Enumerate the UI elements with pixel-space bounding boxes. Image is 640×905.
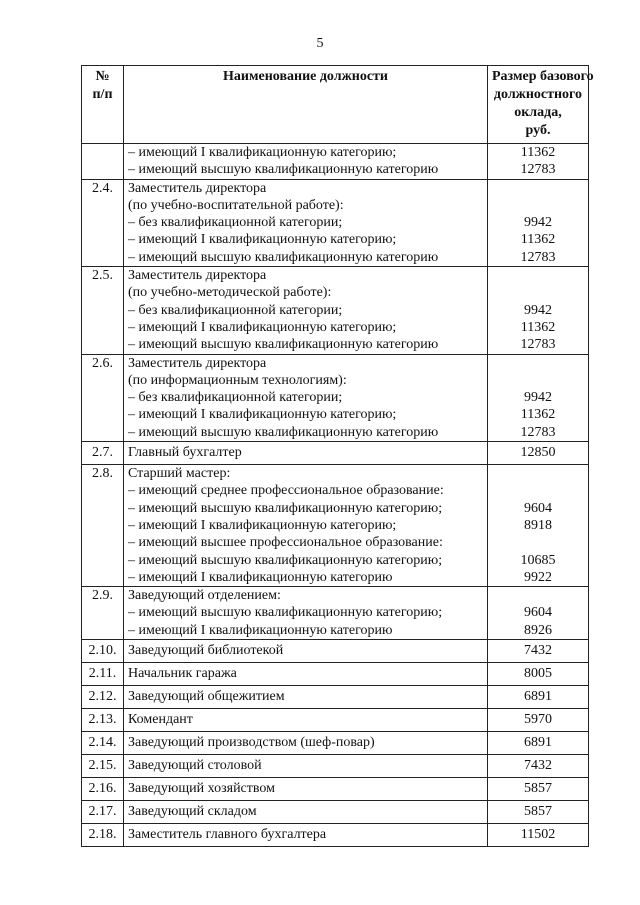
- salary-value: 9604: [524, 605, 552, 621]
- position-line: – без квалификационной категории;: [128, 302, 343, 318]
- row-number: 2.10.: [82, 640, 124, 663]
- salary-cell: [488, 442, 589, 465]
- position-name-cell: [124, 801, 488, 824]
- salary-value: [492, 372, 584, 389]
- salary-value: 11362: [520, 145, 556, 160]
- position-name-cell: [124, 824, 488, 847]
- table-row: [82, 465, 589, 587]
- salary-value: 5857: [524, 781, 552, 797]
- salary-cell: [488, 755, 589, 778]
- position-name-cell: [124, 179, 488, 266]
- position-line: Старший мастер:: [128, 466, 231, 482]
- table-row: [82, 778, 589, 801]
- position-line: (по учебно-воспитательной работе):: [128, 197, 344, 213]
- salary-value: 8918: [524, 517, 552, 533]
- salary-cell: [488, 640, 589, 663]
- salary-cell: [488, 801, 589, 824]
- salary-cell: [488, 465, 589, 587]
- position-line: Заместитель директора: [128, 180, 267, 196]
- salary-value: 9604: [524, 500, 552, 516]
- position-line: – имеющий I квалификационную категорию: [128, 622, 393, 638]
- salary-cell: [488, 709, 589, 732]
- salary-cell: [488, 587, 589, 640]
- salary-value: 5970: [524, 712, 552, 728]
- row-number: 2.9.: [82, 587, 124, 640]
- row-number: 2.13.: [82, 709, 124, 732]
- table-row: [82, 755, 589, 778]
- position-line: Начальник гаража: [128, 666, 237, 682]
- position-line: – имеющий высшую квалификационную категорию;: [128, 500, 443, 516]
- salary-cell: [488, 732, 589, 755]
- position-line: – имеющий высшую квалификационную категорию;: [128, 552, 443, 568]
- table-body: [82, 144, 589, 847]
- salary-cell: [488, 179, 589, 266]
- position-name-cell: [124, 709, 488, 732]
- position-line: Заведующий отделением:: [128, 588, 281, 604]
- table-row: [82, 709, 589, 732]
- table-row: [82, 686, 589, 709]
- position-line: – имеющий высшую квалификационную категорию: [128, 424, 439, 440]
- position-line: Заместитель директора: [128, 268, 267, 284]
- salary-value: [492, 284, 584, 301]
- row-number: 2.17.: [82, 801, 124, 824]
- salary-cell: [488, 144, 589, 180]
- salary-value: 11362: [520, 232, 556, 248]
- salary-cell: [488, 778, 589, 801]
- table-row: [82, 442, 589, 465]
- salary-value: 12783: [520, 162, 556, 178]
- position-line: Комендант: [128, 712, 193, 728]
- salary-value: [492, 355, 584, 372]
- position-line: – имеющий среднее профессиональное образование:: [128, 483, 444, 499]
- position-line: (по учебно-методической работе):: [128, 285, 332, 301]
- salary-value: 11362: [520, 319, 556, 335]
- table-row: [82, 732, 589, 755]
- row-number: 2.8.: [82, 465, 124, 587]
- salary-value: 9922: [524, 569, 552, 585]
- salary-value: 6891: [524, 735, 552, 751]
- salary-value: 12783: [520, 249, 556, 265]
- salary-value: 7432: [524, 643, 552, 659]
- salary-value: [492, 267, 584, 284]
- position-name-cell: [124, 442, 488, 465]
- position-line: Главный бухгалтер: [128, 445, 242, 461]
- position-line: Заведующий библиотекой: [128, 643, 284, 659]
- salary-value: [492, 534, 584, 551]
- position-line: – имеющий высшее профессиональное образование:: [128, 535, 443, 551]
- row-number: 2.7.: [82, 442, 124, 465]
- salary-value: 10685: [520, 552, 556, 568]
- row-number: 2.18.: [82, 824, 124, 847]
- row-number: 2.6.: [82, 354, 124, 441]
- position-line: (по информационным технологиям):: [128, 372, 347, 388]
- position-line: – имеющий высшую квалификационную категорию: [128, 337, 439, 353]
- salary-value: [492, 180, 584, 197]
- position-line: – без квалификационной категории;: [128, 390, 343, 406]
- position-line: – имеющий высшую квалификационную категорию: [128, 249, 439, 265]
- salary-cell: [488, 354, 589, 441]
- position-line: Заведующий складом: [128, 804, 257, 820]
- salary-value: [492, 465, 584, 482]
- header-position-name: Наименование должности: [124, 66, 488, 144]
- salary-value: 9942: [524, 390, 552, 406]
- table-row: [82, 824, 589, 847]
- table-row: [82, 801, 589, 824]
- salary-cell: [488, 663, 589, 686]
- salary-value: 8926: [524, 622, 552, 638]
- position-line: – имеющий I квалификационную категорию;: [128, 407, 397, 423]
- position-line: – имеющий I квалификационную категорию: [128, 569, 393, 585]
- page-number: 5: [316, 36, 324, 51]
- salary-value: 12783: [520, 337, 556, 353]
- table-row: [82, 267, 589, 354]
- position-line: Заместитель директора: [128, 355, 267, 371]
- salary-value: [492, 197, 584, 214]
- position-line: – имеющий высшую квалификационную категорию;: [128, 605, 443, 621]
- position-line: – имеющий I квалификационную категорию;: [128, 319, 397, 335]
- position-name-cell: [124, 755, 488, 778]
- row-number: 2.16.: [82, 778, 124, 801]
- table-row: [82, 640, 589, 663]
- row-number: [82, 144, 124, 180]
- position-name-cell: [124, 732, 488, 755]
- position-name-cell: [124, 144, 488, 180]
- salary-value: 9942: [524, 302, 552, 318]
- row-number: 2.11.: [82, 663, 124, 686]
- position-line: Заведующий столовой: [128, 758, 262, 774]
- row-number: 2.12.: [82, 686, 124, 709]
- salary-value: [492, 482, 584, 499]
- position-line: – имеющий I квалификационную категорию;: [128, 232, 397, 248]
- position-name-cell: [124, 354, 488, 441]
- header-num: № п/п: [82, 66, 124, 144]
- salary-cell: [488, 686, 589, 709]
- position-line: – без квалификационной категории;: [128, 215, 343, 231]
- salary-cell: [488, 824, 589, 847]
- salary-value: 11502: [520, 827, 556, 843]
- position-line: Заместитель главного бухгалтера: [128, 827, 327, 843]
- position-name-cell: [124, 267, 488, 354]
- row-number: 2.5.: [82, 267, 124, 354]
- position-line: – имеющий I квалификационную категорию;: [128, 145, 397, 160]
- position-line: Заведующий хозяйством: [128, 781, 275, 797]
- salary-table: [81, 65, 594, 847]
- position-name-cell: [124, 663, 488, 686]
- salary-cell: [488, 267, 589, 354]
- row-number: 2.4.: [82, 179, 124, 266]
- table-row: [82, 354, 589, 441]
- header-base-salary: Размер базового должностного оклада, руб.: [488, 66, 589, 144]
- salary-value: 12783: [520, 424, 556, 440]
- position-line: Заведующий производством (шеф-повар): [128, 735, 375, 751]
- salary-value: 12850: [520, 445, 556, 461]
- salary-value: 11362: [520, 407, 556, 423]
- position-line: – имеющий I квалификационную категорию;: [128, 517, 397, 533]
- position-line: Заведующий общежитием: [128, 689, 285, 705]
- salary-value: 6891: [524, 689, 552, 705]
- table-row: [82, 663, 589, 686]
- row-number: 2.14.: [82, 732, 124, 755]
- table-row: [82, 587, 589, 640]
- position-name-cell: [124, 640, 488, 663]
- salary-value: 8005: [524, 666, 552, 682]
- salary-value: 7432: [524, 758, 552, 774]
- salary-value: [492, 587, 584, 604]
- position-name-cell: [124, 587, 488, 640]
- salary-value: 5857: [524, 804, 552, 820]
- position-name-cell: [124, 778, 488, 801]
- position-line: – имеющий высшую квалификационную категорию: [128, 162, 439, 178]
- salary-value: 9942: [524, 215, 552, 231]
- table-header-row: [82, 66, 589, 144]
- row-number: 2.15.: [82, 755, 124, 778]
- table-row: [82, 179, 589, 266]
- position-name-cell: [124, 465, 488, 587]
- position-name-cell: [124, 686, 488, 709]
- table-row: [82, 144, 589, 180]
